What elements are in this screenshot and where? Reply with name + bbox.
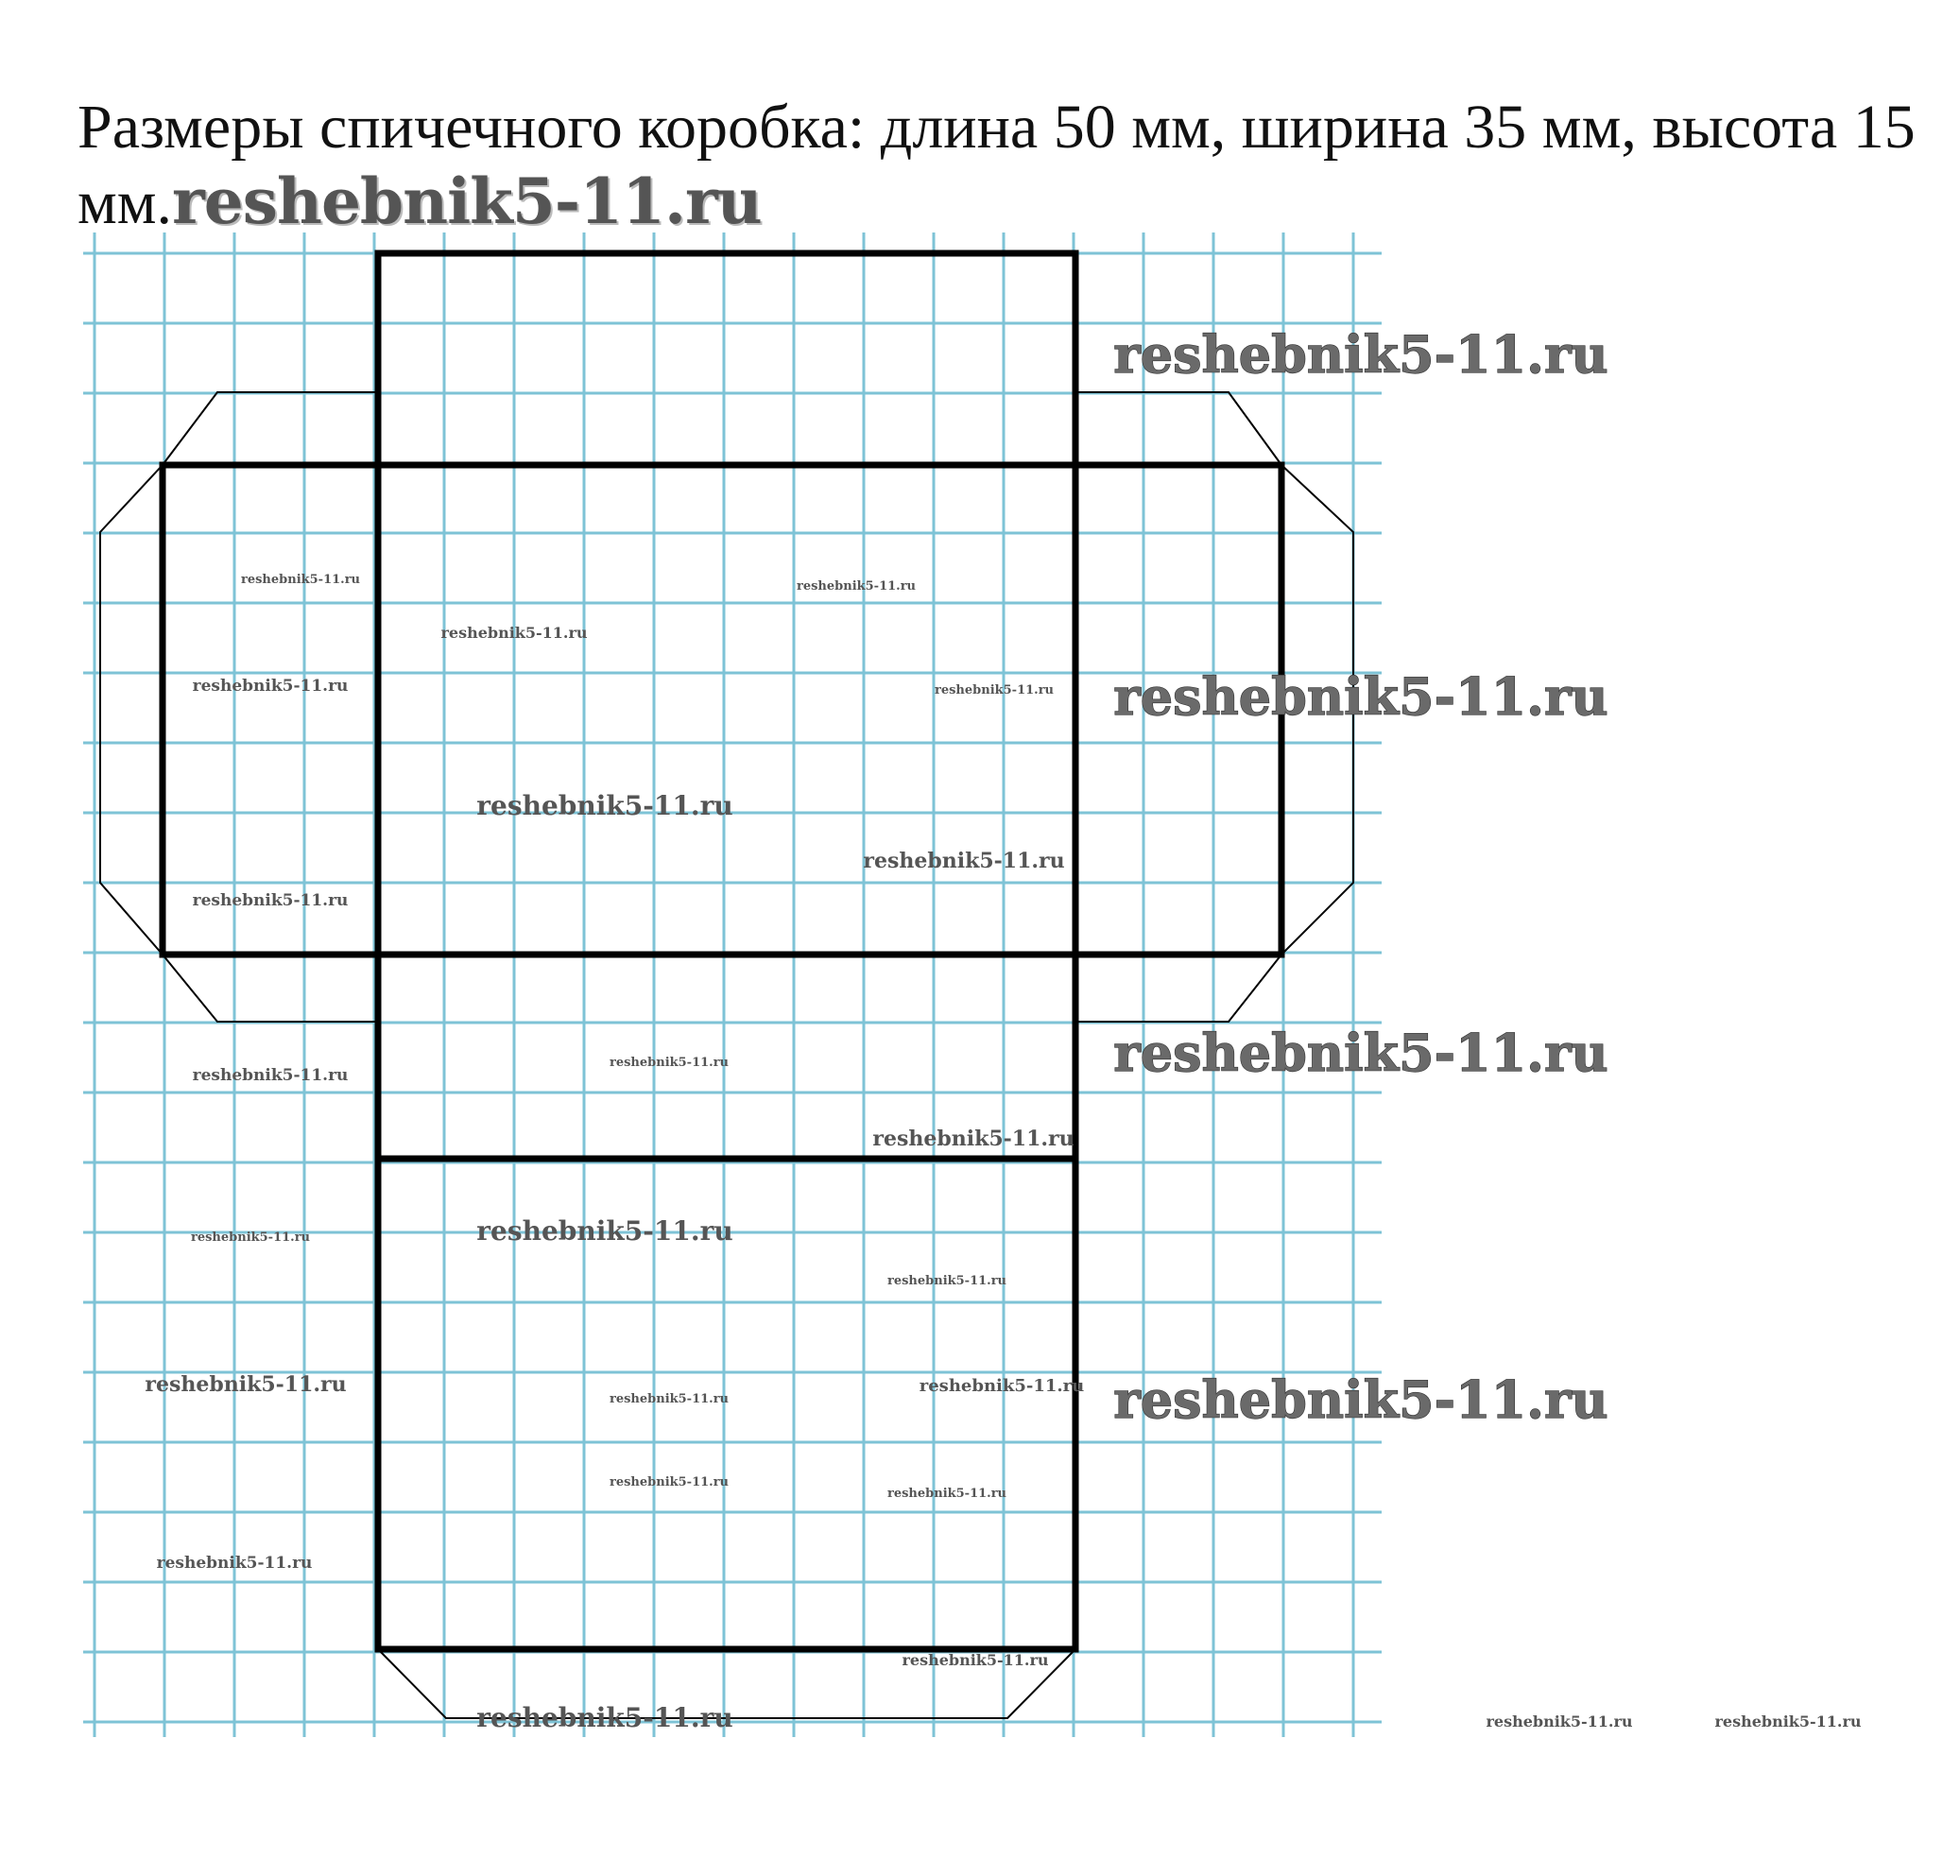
watermark-text: reshebnik5-11.ru [796,579,917,594]
title-watermark: reshebnik5-11.ru [172,164,762,238]
watermark-text: reshebnik5-11.ru [1113,324,1608,385]
watermark-text: reshebnik5-11.ru [1714,1712,1862,1730]
watermark-text: reshebnik5-11.ru [872,1127,1075,1151]
watermark-text: reshebnik5-11.ru [156,1554,313,1573]
watermark-text: reshebnik5-11.ru [609,1475,730,1489]
watermark-text: reshebnik5-11.ru [1113,1369,1608,1430]
watermark-text: reshebnik5-11.ru [886,1274,1007,1288]
watermark-text: reshebnik5-11.ru [886,1487,1007,1501]
watermark-text: reshebnik5-11.ru [919,1376,1085,1396]
watermark-text: reshebnik5-11.ru [902,1651,1049,1669]
watermark-text: reshebnik5-11.ru [192,891,349,910]
top-face [378,253,1075,465]
graph-paper-grid [83,232,1382,1737]
watermark-text: reshebnik5-11.ru [440,624,588,642]
watermark-text: reshebnik5-11.ru [476,1702,733,1733]
watermark-text: reshebnik5-11.ru [145,1372,347,1397]
watermark-text: reshebnik5-11.ru [934,683,1055,697]
watermark-text: reshebnik5-11.ru [476,790,733,821]
watermark-text: reshebnik5-11.ru [240,573,361,587]
matchbox-net-outline [100,253,1353,1718]
title-text: Размеры спичечного коробка: длина 50 мм, ширина 35 мм, высота 15 мм. [77,93,1916,237]
watermark-text: reshebnik5-11.ru [863,849,1065,873]
watermark-text: reshebnik5-11.ru [192,1066,349,1085]
watermark-text: reshebnik5-11.ru [476,1215,733,1247]
watermark-text: reshebnik5-11.ru [609,1392,730,1406]
watermark-text: reshebnik5-11.ru [1113,666,1608,727]
watermark-text: reshebnik5-11.ru [1486,1712,1633,1730]
watermark-text: reshebnik5-11.ru [192,677,349,696]
watermark-text: reshebnik5-11.ru [1113,1023,1608,1083]
left-side-flap [100,465,163,955]
watermark-text: reshebnik5-11.ru [190,1231,311,1245]
watermark-text: reshebnik5-11.ru [609,1056,730,1070]
